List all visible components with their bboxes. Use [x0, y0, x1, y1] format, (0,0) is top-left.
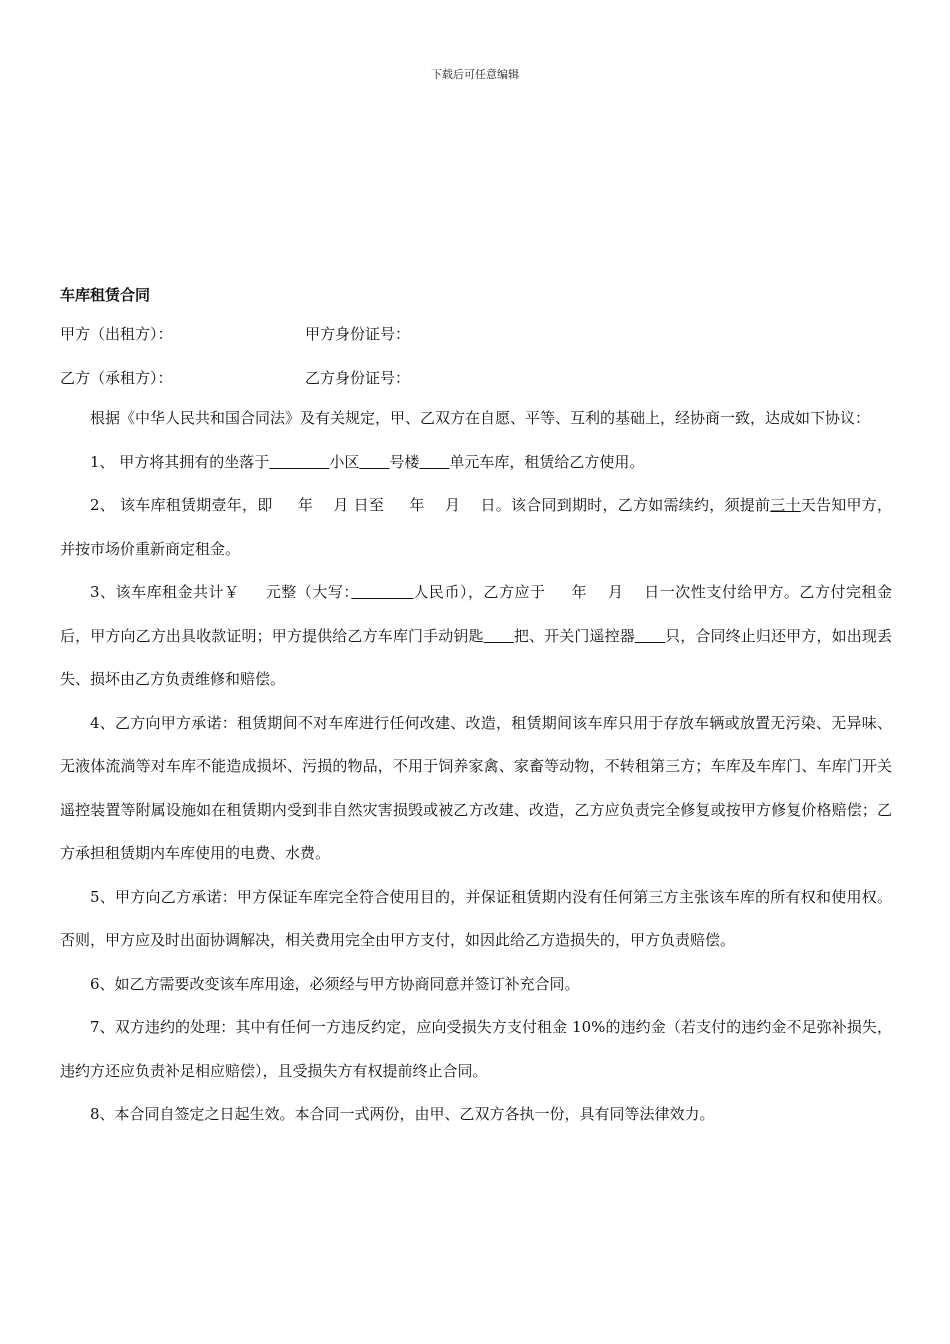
clause-3-blank	[635, 627, 665, 645]
clause-1-blank	[269, 453, 329, 471]
party-b-line	[60, 367, 411, 388]
clause-3-part-d: 只，合同终止归还甲方，如出现丢失、损坏由乙方负责维修和赔偿。	[60, 626, 892, 688]
clause-3-part-c: 把、开关门遥控器	[513, 626, 635, 645]
clause-2-part-b: 天告知甲方，并按市场价重新商定租金。	[60, 496, 892, 558]
clause-1-part-b: 小区	[329, 452, 360, 471]
clause-1-blank	[419, 453, 449, 471]
contract-body	[60, 397, 892, 1137]
clause-4: 4、乙方向甲方承诺：租赁期间不对车库进行任何改建、改造，租赁期间该车库只用于存放车辆或放置无污染、无异味、无液体流淌等对车库不能造成损坏、污损的物品，不用于饲养家禽、家畜等动物，不转租第三方；车库及车库门、车库门开关遥控装置等附属设施如在租赁期内受到非自然灾害损毁或被乙方改建、改造，乙方应负责完全修复或按甲方修复价格赔偿；乙方承担租赁期内车库使用的电费、水费。	[60, 713, 892, 862]
clause-5: 5、甲方向乙方承诺：甲方保证车库完全符合使用目的，并保证租赁期内没有任何第三方主张该车库的所有权和使用权。否则，甲方应及时出面协调解决，相关费用完全由甲方支付，如因此给乙方造损失的，甲方负责赔偿。	[60, 887, 892, 949]
clause-3	[60, 571, 892, 702]
clause-6: 6、如乙方需要改变该车库用途，必须经与甲方协商同意并签订补充合同。	[90, 974, 580, 993]
party-a-label: 甲方（出租方）：	[60, 325, 173, 343]
clause-3-part-a: 3、该车库租金共计￥ 元整（大写：	[90, 583, 352, 601]
party-a-id-label: 甲方身份证号：	[305, 325, 411, 343]
intro-paragraph: 根据《中华人民共和国合同法》及有关规定，甲、乙双方在自愿、平等、互利的基础上，经协商一致，达成如下协议：	[90, 409, 871, 427]
party-b-id-label: 乙方身份证号：	[305, 369, 411, 387]
clause-3-part-b: 人民币），乙方应于 年 月 日一次性支付给甲方。乙方付完租金后，甲方向乙方出具收款证明；甲方提供给乙方车库门手动钥匙	[60, 583, 892, 645]
clause-1	[60, 441, 892, 485]
clause-1-part-c: 号楼	[389, 452, 420, 471]
header-note: 下载后可任意编辑	[431, 68, 519, 81]
clause-2	[60, 484, 892, 571]
clause-1-part-d: 单元车库，租赁给乙方使用。	[449, 452, 645, 471]
contract-title: 车库租赁合同	[60, 286, 151, 304]
clause-2-part-a: 2、 该车库租赁期壹年，即 年 月 日至 年 月 日。该合同到期时，乙方如需续约，须提前	[90, 496, 771, 514]
clause-1-part-a: 1、 甲方将其拥有的坐落于	[90, 452, 270, 471]
clause-1-blank	[359, 453, 389, 471]
clause-8: 8、本合同自签定之日起生效。本合同一式两份，由甲、乙双方各执一份，具有同等法律效力。	[90, 1105, 715, 1123]
clause-3-blank	[351, 583, 413, 601]
clause-2-days: 三十	[770, 496, 801, 514]
clause-3-blank	[484, 627, 514, 645]
clause-7: 7、双方违约的处理：其中有任何一方违反约定，应向受损失方支付租金 10%的违约金（若支付的违约金不足弥补损失，违约方还应负责补足相应赔偿），且受损失方有权提前终止合同。	[60, 1018, 892, 1080]
party-b-label: 乙方（承租方）：	[60, 369, 173, 387]
party-a-line	[60, 323, 411, 344]
